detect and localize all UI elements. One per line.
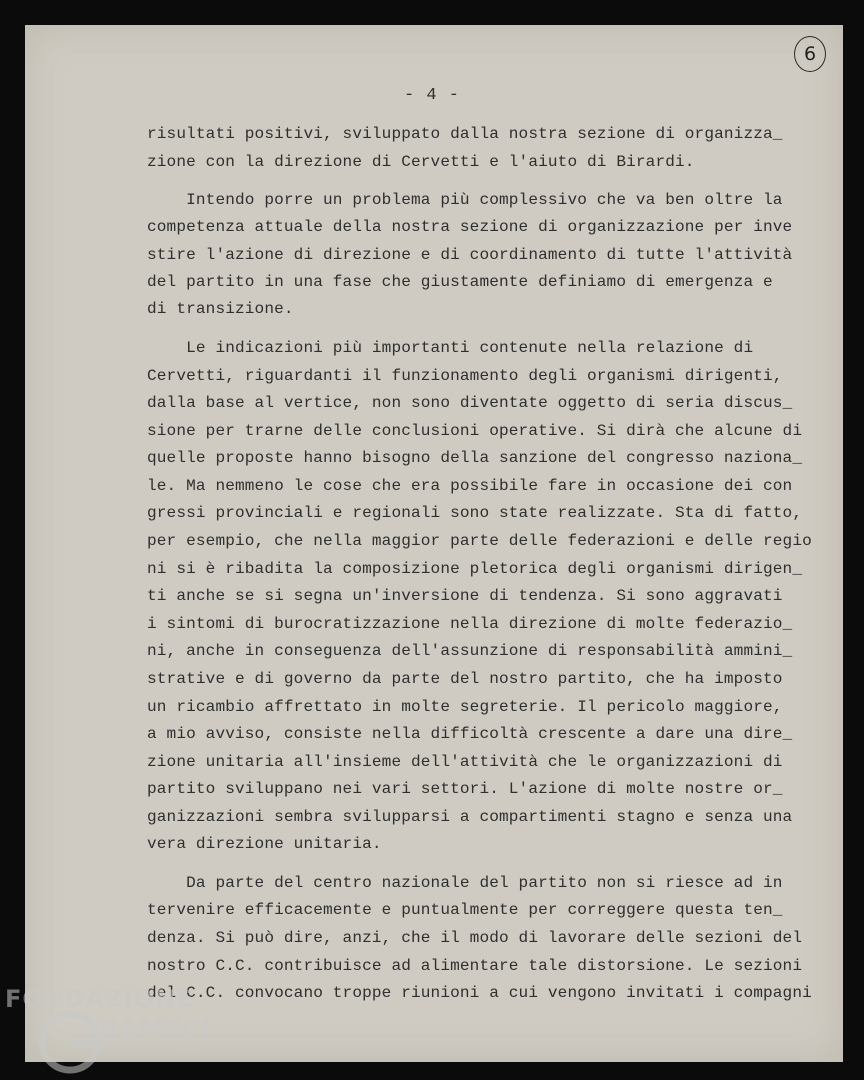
text-line: Intendo porre un problema più complessivo che va ben oltre la: [147, 191, 783, 209]
text-line: zione con la direzione di Cervetti e l'aiuto di Birardi.: [147, 153, 695, 171]
text-line: zione unitaria all'insieme dell'attività che le organizzazioni di: [147, 753, 783, 771]
text-line: ni, anche in conseguenza dell'assunzione di responsabilità ammini_: [147, 642, 793, 660]
circled-page-mark: [794, 36, 826, 72]
watermark-line-2: RAMSCI: [100, 1015, 211, 1043]
text-line: ti anche se si segna un'inversione di tendenza. Si sono aggravati: [147, 587, 783, 605]
text-line: di transizione.: [147, 300, 294, 318]
text-line: dalla base al vertice, non sono diventate oggetto di seria discus_: [147, 394, 793, 412]
text-line: denza. Si può dire, anzi, che il modo di lavorare delle sezioni del: [147, 929, 803, 947]
text-line: un ricambio affrettato in molte segreterie. Il pericolo maggiore,: [147, 698, 783, 716]
corner-mark-text: 6: [803, 43, 817, 65]
text-line: ni si è ribadita la composizione pletorica degli organismi dirigen_: [147, 560, 803, 578]
text-line: stire l'azione di direzione e di coordinamento di tutte l'attività: [147, 246, 793, 264]
text-line: gressi provinciali e regionali sono state realizzate. Sta di fatto,: [147, 504, 803, 522]
text-line: nostro C.C. contribuisce ad alimentare tale distorsione. Le sezioni: [147, 957, 803, 975]
text-line: competenza attuale della nostra sezione di organizzazione per inve: [147, 218, 793, 236]
text-line: per esempio, che nella maggior parte delle federazioni e delle regio: [147, 532, 812, 550]
text-line: a mio avviso, consiste nella difficoltà crescente a dare una dire_: [147, 725, 793, 743]
text-line: partito sviluppano nei vari settori. L'azione di molte nostre or_: [147, 780, 783, 798]
fondazione-gramsci-watermark: [5, 985, 215, 1080]
text-line: tervenire efficacemente e puntualmente per correggere questa ten_: [147, 901, 783, 919]
text-line: Da parte del centro nazionale del partito non si riesce ad in: [147, 874, 783, 892]
text-line: strative e di governo da parte del nostro partito, che ha imposto: [147, 670, 783, 688]
text-line: Le indicazioni più importanti contenute nella relazione di: [147, 339, 754, 357]
watermark-onlus: onlus: [178, 1045, 205, 1056]
text-line: del C.C. convocano troppe riunioni a cui vengono invitati i compagni: [147, 984, 812, 1002]
page-number: - 4 -: [403, 86, 460, 105]
text-line: risultati positivi, sviluppato dalla nostra sezione di organizza_: [147, 125, 783, 143]
watermark-line-1: FONDAZIONE: [5, 985, 194, 1013]
text-line: quelle proposte hanno bisogno della sanzione del congresso naziona_: [147, 449, 803, 467]
text-line: vera direzione unitaria.: [147, 835, 382, 853]
text-line: del partito in una fase che giustamente definiamo di emergenza e: [147, 273, 773, 291]
gramsci-logo-icon: [35, 1007, 105, 1077]
text-line: i sintomi di burocratizzazione nella direzione di molte federazio_: [147, 615, 793, 633]
text-line: Cervetti, riguardanti il funzionamento degli organismi dirigenti,: [147, 367, 783, 385]
text-line: sione per trarne delle conclusioni operative. Si dirà che alcune di: [147, 422, 803, 440]
text-line: ganizzazioni sembra svilupparsi a compartimenti stagno e senza una: [147, 808, 793, 826]
text-line: le. Ma nemmeno le cose che era possibile fare in occasione dei con: [147, 477, 793, 495]
